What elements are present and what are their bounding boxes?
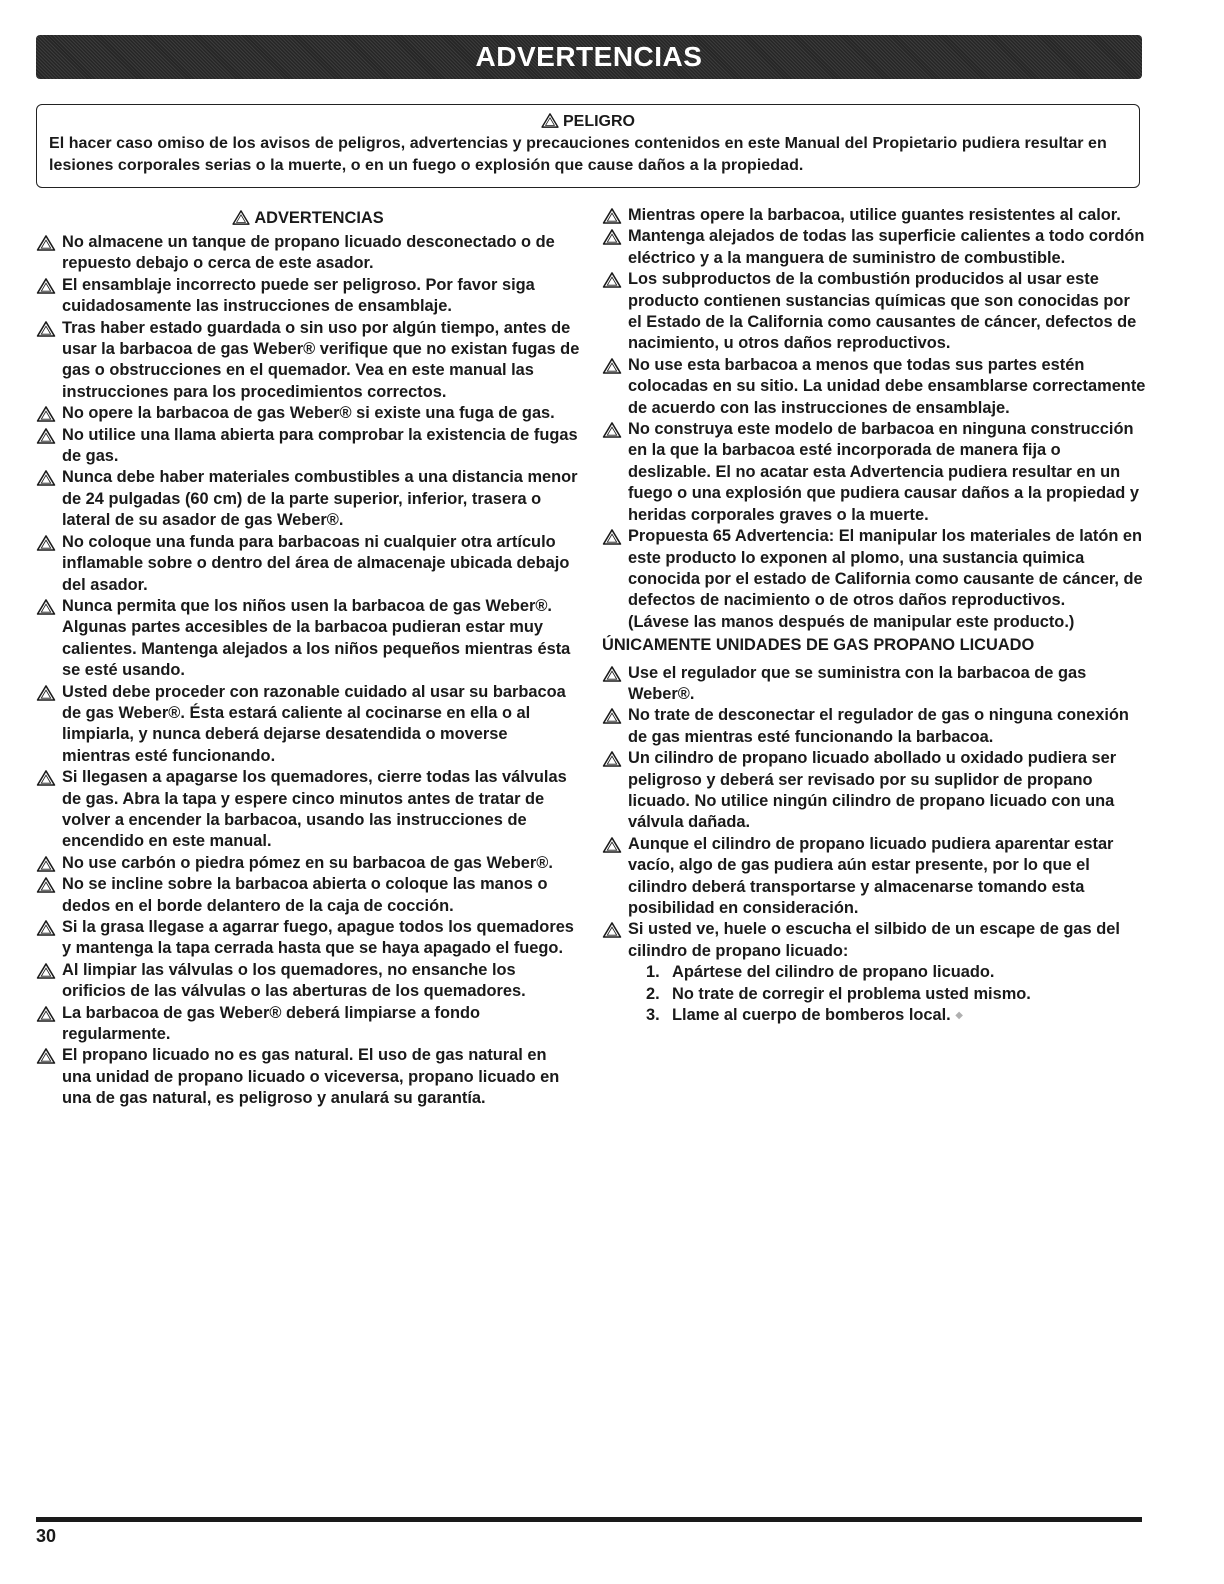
step-text: Llame al cuerpo de bomberos local.	[672, 1006, 951, 1025]
warning-item-text: No use esta barbacoa a menos que todas sus partes estén colocadas en su sitio. La unidad debe ensamblarse correctamente de acuerdo con las instrucciones de ensamblaje.	[628, 355, 1146, 417]
warning-item	[602, 355, 1147, 419]
warning-item-text: No coloque una funda para barbacoas ni cualquier otra artículo inflamable sobre o dentro del área de almacenaje ubicada debajo del asador.	[62, 532, 570, 594]
warning-triangle-icon	[36, 856, 56, 872]
warning-item	[36, 767, 580, 853]
left-column	[36, 205, 580, 1110]
warning-item	[36, 425, 580, 468]
warning-item-text: Los subproductos de la combustión producidos al usar este producto contienen sustancias químicas que son conocidas por el Estado de la California como causantes de cáncer, defectos de nacimiento, u otros daños reproductivos.	[628, 270, 1137, 353]
warning-triangle-icon	[602, 208, 622, 224]
danger-title	[49, 111, 1127, 133]
warning-item-text: No opere la barbacoa de gas Weber® si existe una fuga de gas.	[62, 404, 555, 423]
warning-item-text: Tras haber estado guardada o sin uso por algún tiempo, antes de usar la barbacoa de gas Weber® verifique que no existan fugas de gas o obstrucciones en el quemador. Vea en este manual las instrucciones para los procedimientos correctos.	[62, 318, 580, 401]
right-column	[602, 205, 1147, 1026]
danger-text: El hacer caso omiso de los avisos de peligros, advertencias y precauciones contenidos en este Manual del Propietario pudiera resultar en lesiones corporales serias o la muerte, o en un fuego o explosión que cause daños a la propiedad.	[49, 135, 1107, 174]
warning-item-text: No use carbón o piedra pómez en su barbacoa de gas Weber®.	[62, 853, 553, 872]
warning-item	[602, 419, 1147, 526]
warning-item	[36, 467, 580, 531]
warning-triangle-icon	[232, 210, 250, 225]
warning-triangle-icon	[602, 229, 622, 245]
warning-triangle-icon	[541, 113, 559, 128]
page-banner	[36, 35, 1142, 79]
warning-item-text: No se incline sobre la barbacoa abierta o coloque las manos o dedos en el borde delantero de la caja de cocción.	[62, 875, 548, 915]
warning-triangle-icon	[602, 666, 622, 682]
warning-item	[36, 232, 580, 275]
warning-item	[36, 874, 580, 917]
warning-triangle-icon	[602, 358, 622, 374]
warning-item	[36, 403, 580, 424]
warning-item	[36, 275, 580, 318]
propane-title: ÚNICAMENTE UNIDADES DE GAS PROPANO LICUADO	[602, 636, 1035, 655]
warning-item	[36, 1045, 580, 1109]
danger-title-text: PELIGRO	[562, 113, 635, 130]
warning-triangle-icon	[602, 708, 622, 724]
warning-item	[36, 1003, 580, 1046]
warning-item	[36, 596, 580, 682]
step-number: 1.	[646, 963, 660, 982]
warning-item	[602, 748, 1147, 834]
warning-item-text: No utilice una llama abierta para comprobar la existencia de fugas de gas.	[62, 425, 578, 466]
warning-triangle-icon	[602, 272, 622, 288]
page-number: 30	[36, 1526, 57, 1546]
prop65-note: (Lávese las manos después de manipular este producto.)	[628, 612, 1075, 631]
warning-item-text: No almacene un tanque de propano licuado desconectado o de repuesto debajo o cerca de este asador.	[62, 233, 555, 273]
propane-warning-list	[602, 663, 1147, 963]
warning-triangle-icon	[602, 422, 622, 438]
end-mark-icon: ◆	[955, 1010, 963, 1022]
warning-triangle-icon	[36, 599, 56, 615]
warning-item-text: Un cilindro de propano licuado abollado u oxidado pudiera ser peligroso y deberá ser revisado por su suplidor de propano licuado. No utilice ningún cilindro de propano licuado con una válvula dañada.	[628, 749, 1117, 832]
step-item	[602, 962, 1147, 983]
warning-triangle-icon	[602, 529, 622, 545]
warning-item-text: Mantenga alejados de todas las superficie calientes a todo cordón eléctrico y a la manguera de suministro de combustible.	[628, 227, 1145, 267]
warning-item	[602, 705, 1147, 748]
banner-title: ADVERTENCIAS	[475, 41, 703, 72]
warning-triangle-icon	[36, 1006, 56, 1022]
warning-item-text: Use el regulador que se suministra con la barbacoa de gas Weber®.	[628, 663, 1087, 703]
warning-item-text: Nunca debe haber materiales combustibles a una distancia menor de 24 pulgadas (60 cm) de la parte superior, inferior, trasera o lateral de su asador de gas Weber®.	[62, 468, 578, 530]
warning-triangle-icon	[36, 920, 56, 936]
warning-triangle-icon	[36, 321, 56, 337]
warnings-title-text: ADVERTENCIAS	[254, 209, 384, 227]
warning-item	[602, 834, 1147, 920]
warning-item	[602, 226, 1147, 269]
step-number: 2.	[646, 984, 660, 1003]
warning-item-text: El ensamblaje incorrecto puede ser peligroso. Por favor siga cuidadosamente las instrucciones de ensamblaje.	[62, 275, 535, 316]
warning-item	[36, 682, 580, 768]
warning-triangle-icon	[36, 428, 56, 444]
warning-triangle-icon	[602, 922, 622, 938]
warning-item-text: El propano licuado no es gas natural. El uso de gas natural en una unidad de propano licuado o viceversa, propano licuado en una de gas natural, es peligroso y anulará su garantía.	[62, 1046, 560, 1108]
warning-item	[602, 205, 1147, 226]
warning-item-text: No construya este modelo de barbacoa en ninguna construcción en la que la barbacoa esté incorporada de manera fija o deslizable. El no acatar esta Advertencia pudiera resultar en un fuego o una explosión que pudiera causar daños a la propiedad y heridas corporales graves o la muerte.	[628, 420, 1139, 524]
left-warning-list	[36, 232, 580, 1110]
warning-item-text: Nunca permita que los niños usen la barbacoa de gas Weber®. Algunas partes accesibles de la barbacoa pudieran estar muy calientes. Mantenga alejados a los niños pequeños mientras ésta se esté usando.	[62, 596, 571, 680]
warning-item-text: Propuesta 65 Advertencia: El manipular los materiales de latón en este producto lo exponen al plomo, una sustancia quimica conocida por el estado de California como causante de cáncer, de defectos de nacimiento o de otros daños reproductivos.	[628, 527, 1143, 610]
warning-item-text: Mientras opere la barbacoa, utilice guantes resistentes al calor.	[628, 206, 1121, 224]
right-warning-list	[602, 205, 1147, 612]
warning-item	[602, 663, 1147, 706]
warning-item-text: Usted debe proceder con razonable cuidado al usar su barbacoa de gas Weber®. Ésta estará caliente al cocinarse en ella o al limpiarla, y nunca deberá dejarse desatendida o moverse mientras esté funcionando.	[62, 682, 566, 765]
warning-item	[36, 960, 580, 1003]
warning-triangle-icon	[36, 406, 56, 422]
danger-box	[36, 104, 1140, 188]
warning-item	[36, 917, 580, 960]
warning-item	[602, 919, 1147, 962]
step-item	[602, 984, 1147, 1005]
warning-item-text: Al limpiar las válvulas o los quemadores, no ensanche los orificios de las válvulas o las aberturas de los quemadores.	[62, 960, 526, 1001]
step-text: No trate de corregir el problema usted mismo.	[672, 984, 1031, 1003]
propane-steps-list	[602, 962, 1147, 1026]
warning-triangle-icon	[602, 837, 622, 853]
warning-triangle-icon	[36, 535, 56, 551]
warning-triangle-icon	[36, 278, 56, 294]
warning-triangle-icon	[36, 963, 56, 979]
warning-item-text: La barbacoa de gas Weber® deberá limpiarse a fondo regularmente.	[62, 1003, 481, 1044]
warning-item	[36, 532, 580, 596]
step-item	[602, 1005, 1147, 1026]
warning-item-text: Si usted ve, huele o escucha el silbido de un escape de gas del cilindro de propano licuado:	[628, 920, 1120, 960]
warning-item	[602, 526, 1147, 612]
warning-item	[602, 269, 1147, 355]
step-number: 3.	[646, 1006, 660, 1025]
warning-item-text: Aunque el cilindro de propano licuado pudiera aparentar estar vacío, algo de gas pudiera aún estar presente, por lo que el cilindro deberá transportarse y almacenarse tomando esta posibilidad en consideración.	[628, 834, 1114, 917]
warning-item	[36, 853, 580, 874]
warning-item-text: Si llegasen a apagarse los quemadores, cierre todas las válvulas de gas. Abra la tapa y espere cinco minutos antes de tratar de volver a encender la barbacoa, usando las instrucciones de encendido en este manual.	[62, 768, 567, 851]
warning-triangle-icon	[36, 235, 56, 251]
step-text: Apártese del cilindro de propano licuado.	[672, 963, 995, 982]
warning-item-text: No trate de desconectar el regulador de gas o ninguna conexión de gas mientras esté funcionando la barbacoa.	[628, 706, 1129, 746]
footer-rule	[36, 1517, 1142, 1522]
warning-triangle-icon	[36, 470, 56, 486]
warning-triangle-icon	[36, 685, 56, 701]
warning-item-text: Si la grasa llegase a agarrar fuego, apague todos los quemadores y mantenga la tapa cerrada hasta que se haya apagado el fuego.	[62, 918, 574, 958]
warning-item	[36, 318, 580, 404]
warning-triangle-icon	[36, 1048, 56, 1064]
warning-triangle-icon	[602, 751, 622, 767]
warnings-title	[36, 205, 580, 231]
warning-triangle-icon	[36, 877, 56, 893]
warning-triangle-icon	[36, 770, 56, 786]
